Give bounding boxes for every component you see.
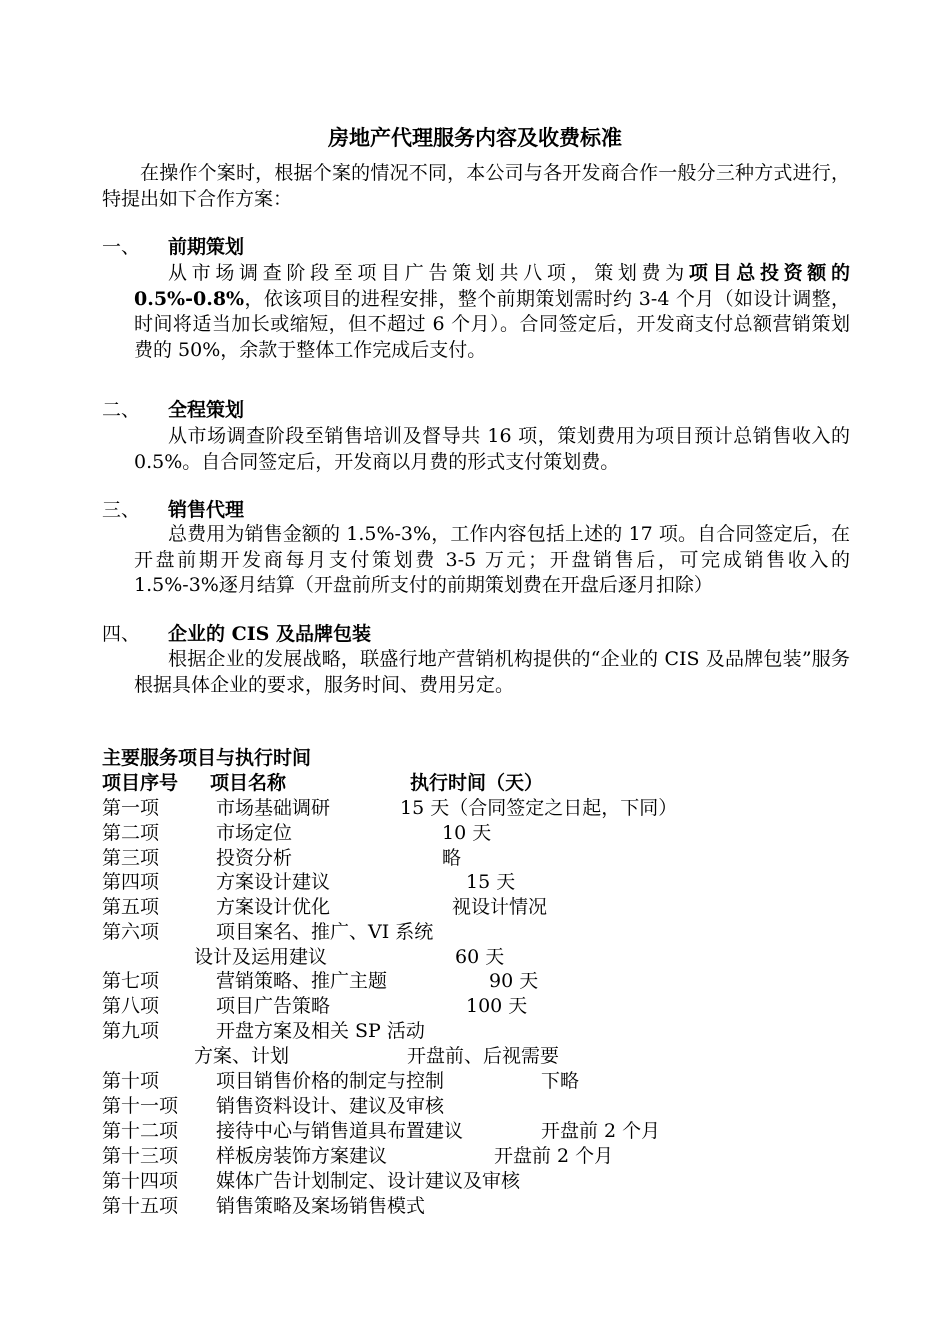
row-10-name: 项目销售价格的制定与控制 <box>216 1070 445 1092</box>
row-12-time: 开盘前 2 个月 <box>541 1120 661 1142</box>
row-9-no: 第九项 <box>102 1020 160 1042</box>
row-8-name: 项目广告策略 <box>216 995 331 1017</box>
row-8-time: 100 天 <box>466 995 528 1017</box>
row-5-name: 方案设计优化 <box>216 896 331 918</box>
row-6-no: 第六项 <box>102 921 160 943</box>
section-1-heading: 前期策划 <box>168 236 245 258</box>
row-9-name: 开盘方案及相关 SP 活动 <box>216 1020 425 1042</box>
row-4-time: 15 天 <box>466 871 516 893</box>
header-item-no: 项目序号 <box>102 772 179 794</box>
row-4-name: 方案设计建议 <box>216 871 331 893</box>
row-1-no: 第一项 <box>102 797 160 819</box>
section-1-body-b: ，依该项目的进程安排，整个前期策划需时约 3-4 个月（如设计调整，时间将适当加长或缩短，但不超过 6 个月）。合同签定后，开发商支付总额营销策划费的 50%，余款于整体工作完成后支付。 <box>134 287 850 361</box>
row-6b-time: 60 天 <box>455 946 505 968</box>
row-10-time: 下略 <box>541 1070 580 1092</box>
row-5-no: 第五项 <box>102 896 160 918</box>
row-1-name: 市场基础调研 <box>216 797 331 819</box>
row-13-time: 开盘前 2 个月 <box>494 1145 614 1167</box>
row-5-time: 视设计情况 <box>452 896 548 918</box>
section-4-body: 根据企业的发展战略，联盛行地产营销机构提供的“企业的 CIS 及品牌包装”服务根据具体企业的要求，服务时间、费用另定。 <box>134 648 850 696</box>
section-2-heading: 全程策划 <box>168 399 245 421</box>
row-12-no: 第十二项 <box>102 1120 179 1142</box>
section-3-heading: 销售代理 <box>168 499 245 521</box>
row-3-time: 略 <box>442 847 462 869</box>
row-4-no: 第四项 <box>102 871 160 893</box>
row-13-name: 样板房装饰方案建议 <box>216 1145 388 1167</box>
row-11-name: 销售资料设计、建议及审核 <box>216 1095 445 1117</box>
row-14-name: 媒体广告计划制定、设计建议及审核 <box>216 1170 521 1192</box>
row-15-no: 第十五项 <box>102 1195 179 1217</box>
header-item-name: 项目名称 <box>210 772 287 794</box>
section-2-body: 从市场调查阶段至销售培训及督导共 16 项，策划费用为项目预计总销售收入的 0.5%。自合同签定后，开发商以月费的形式支付策划费。 <box>134 425 850 473</box>
row-8-no: 第八项 <box>102 995 160 1017</box>
row-2-time: 10 天 <box>442 822 492 844</box>
row-7-name: 营销策略、推广主题 <box>216 970 388 992</box>
row-11-no: 第十一项 <box>102 1095 179 1117</box>
section-1-body <box>134 261 850 363</box>
intro-paragraph: 在操作个案时，根据个案的情况不同，本公司与各开发商合作一般分三种方式进行，特提出如下合作方案： <box>102 162 850 210</box>
row-7-no: 第七项 <box>102 970 160 992</box>
section-1-number: 一、 <box>102 236 141 258</box>
section-1-fee-highlight: 项目总投资额的 0.5%-0.8% <box>134 262 850 310</box>
row-15-name: 销售策略及案场销售模式 <box>216 1195 426 1217</box>
row-14-no: 第十四项 <box>102 1170 179 1192</box>
document-title: 房地产代理服务内容及收费标准 <box>328 125 622 150</box>
row-6b-name: 设计及运用建议 <box>194 946 328 968</box>
section-3-number: 三、 <box>102 499 141 521</box>
row-2-no: 第二项 <box>102 822 160 844</box>
header-exec-time: 执行时间（天） <box>410 772 544 794</box>
row-12-name: 接待中心与销售道具布置建议 <box>216 1120 464 1142</box>
row-10-no: 第十项 <box>102 1070 160 1092</box>
row-2-name: 市场定位 <box>216 822 293 844</box>
section-2-number: 二、 <box>102 399 141 421</box>
row-9b-time: 开盘前、后视需要 <box>407 1045 560 1067</box>
row-6-name: 项目案名、推广、VI 系统 <box>216 921 434 943</box>
row-3-name: 投资分析 <box>216 847 293 869</box>
row-13-no: 第十三项 <box>102 1145 179 1167</box>
section-4-number: 四、 <box>102 623 141 645</box>
row-7-time: 90 天 <box>489 970 539 992</box>
section-3-body: 总费用为销售金额的 1.5%-3%，工作内容包括上述的 17 项。自合同签定后，在开盘前期开发商每月支付策划费 3-5 万元；开盘销售后，可完成销售收入的 1.5%-3%逐月结算（开盘前所支付的前期策划费在开盘后逐月扣除） <box>134 523 850 596</box>
row-3-no: 第三项 <box>102 847 160 869</box>
service-table-title: 主要服务项目与执行时间 <box>102 747 312 769</box>
section-4-heading: 企业的 CIS 及品牌包装 <box>168 623 371 645</box>
section-1-body-a: 从市场调查阶段至项目广告策划共八项，策划费为 <box>168 262 689 284</box>
row-9b-name: 方案、计划 <box>194 1045 290 1067</box>
row-1-time: 15 天（合同签定之日起，下同） <box>400 797 678 819</box>
